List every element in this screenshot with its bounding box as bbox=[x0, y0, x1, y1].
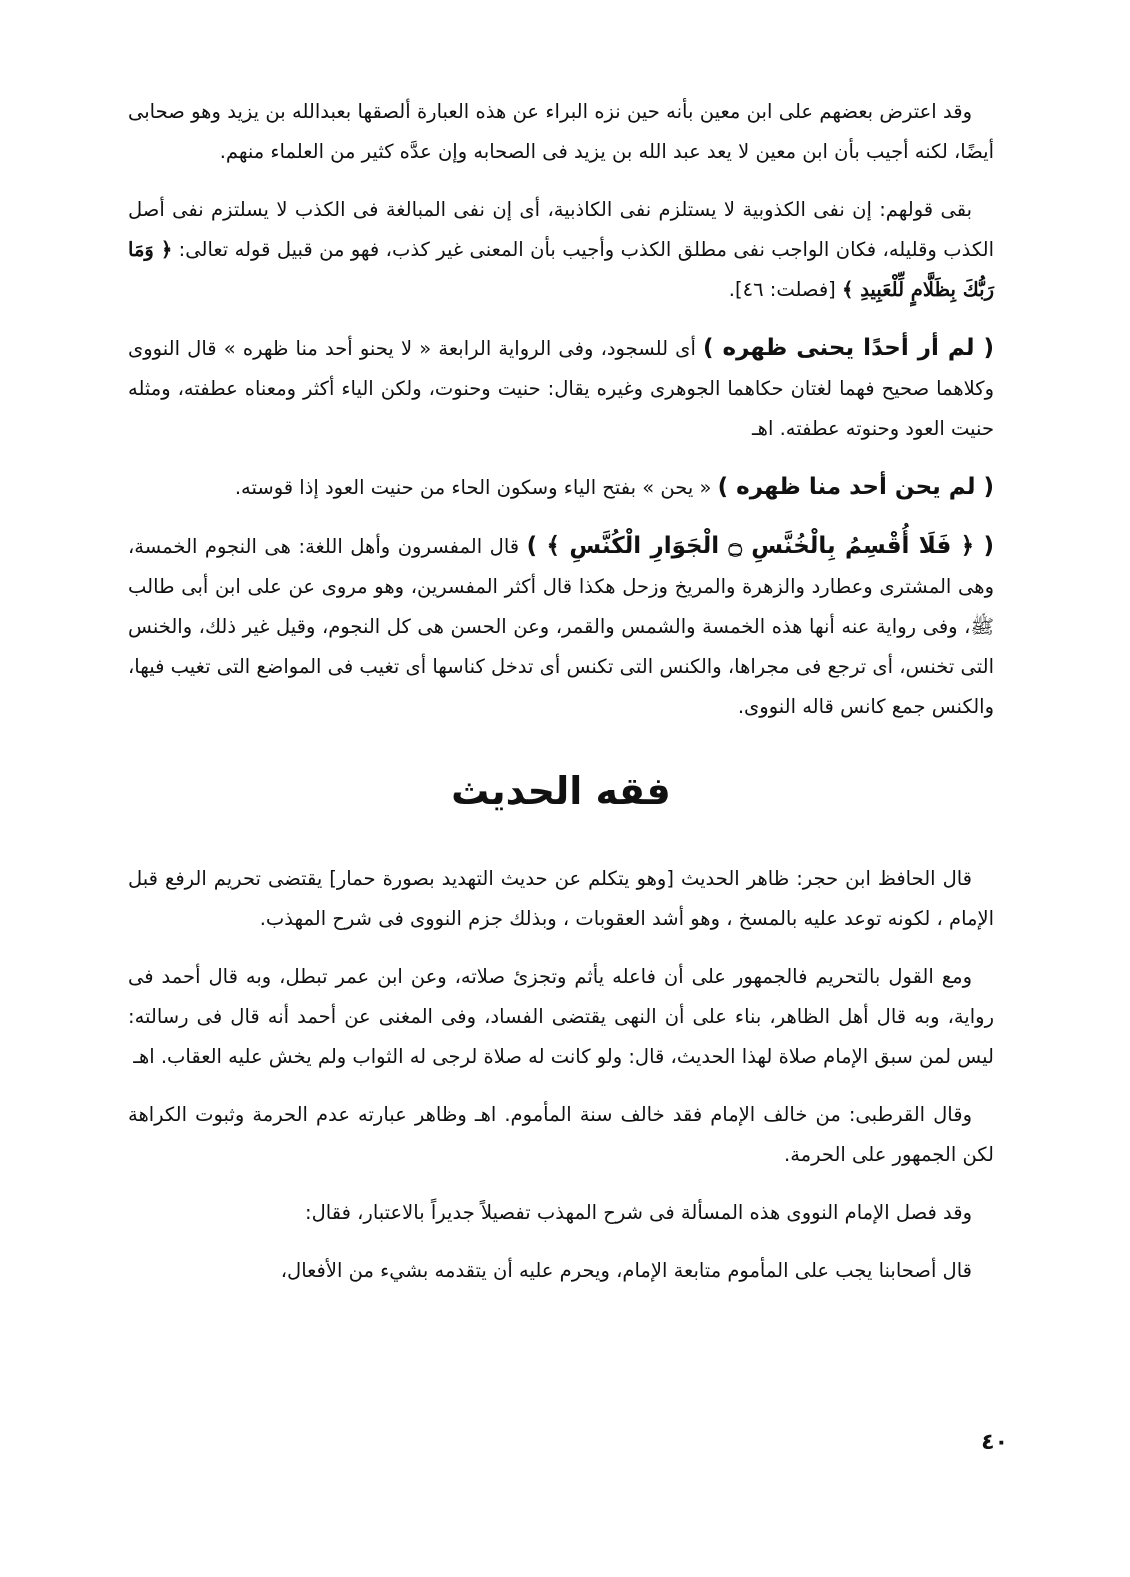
lemma-heading: ( لم يحن أحد منا ظهره ) bbox=[717, 474, 994, 500]
paragraph-4 bbox=[128, 467, 994, 508]
page-number: ٤٠ bbox=[981, 1430, 1008, 1455]
paragraph-7-text: ومع القول بالتحريم فالجمهور على أن فاعله يأثم وتجزئ صلاته، وعن ابن عمر تبطل، وبه قال أحمد فى رواية، وبه قال أهل الظاهر، بناء على أن النهى يقتضى الفساد، وفى المغنى عن أحمد أنه قال فى رسالته: ليس لمن سبق الإمام صلاة لهذا الحديث، قال: ولو كانت له صلاة لرجى له الثواب ولم يخش عليه العقاب. اهـ bbox=[128, 965, 994, 1068]
paragraph-2-text: بقى قولهم: إن نفى الكذوبية لا يستلزم نفى الكاذبية، أى إن نفى المبالغة فى الكذب لا يسلتزم نفى أصل الكذب وقليله، فكان الواجب نفى مطلق الكذب وأجيب بأن المعنى غير كذب، فهو من قبيل قوله تعالى: bbox=[128, 198, 994, 261]
paragraph-3-text: أى للسجود، وفى الرواية الرابعة « لا يحنو أحد منا ظهره » قال النووى وكلاهما صحيح فهما لغتان حكاهما الجوهرى وغيره يقال: حنيت وحنوت، ولكن الياء أكثر ومعناه عطفته، ومثله حنيت العود وحنوته عطفته. اهـ bbox=[128, 337, 994, 440]
paragraph-5 bbox=[128, 526, 994, 727]
paragraph-1 bbox=[128, 92, 994, 172]
paragraph-10 bbox=[128, 1251, 994, 1291]
quran-reference: [فصلت: ٤٦]. bbox=[728, 278, 842, 301]
lemma-heading: ( ﴿ فَلَا أُقْسِمُ بِالْخُنَّسِ ۝ الْجَوَارِ الْكُنَّسِ ﴾ ) bbox=[526, 533, 994, 559]
page-body bbox=[128, 92, 994, 1309]
paragraph-4-text: « يحن » بفتح الياء وسكون الحاء من حنيت العود إذا قوسته. bbox=[234, 476, 718, 499]
paragraph-8-text: وقال القرطبى: من خالف الإمام فقد خالف سنة المأموم. اهـ وظاهر عبارته عدم الحرمة وثبوت الكراهة لكن الجمهور على الحرمة. bbox=[128, 1103, 994, 1166]
paragraph-5-text: قال المفسرون وأهل اللغة: هى النجوم الخمسة، وهى المشترى وعطارد والزهرة والمريخ وزحل هكذا قال أكثر المفسرين، وهو مروى عن على ابن أبى طالب ﷺ، وفى رواية عنه أنها هذه الخمسة والشمس والقمر، وعن الحسن هى كل النجوم، وقيل غير ذلك، والخنس التى تخنس، أى ترجع فى مجراها، والكنس التى تكنس أى تدخل كناسها أى تغيب فى المواضع التى تغيب فيها، والكنس جمع كانس قاله النووى. bbox=[128, 535, 994, 718]
paragraph-3 bbox=[128, 328, 994, 449]
quran-verse: ﴿ وَمَا رَبُّكَ بِظَلَّامٍ لِّلْعَبِيدِ ﴾ bbox=[128, 238, 994, 301]
paragraph-6 bbox=[128, 859, 994, 939]
paragraph-2 bbox=[128, 190, 994, 310]
lemma-heading: ( لم أر أحدًا يحنى ظهره ) bbox=[703, 335, 994, 361]
paragraph-9-text: وقد فصل الإمام النووى هذه المسألة فى شرح المهذب تفصيلاً جديراً بالاعتبار، فقال: bbox=[305, 1201, 972, 1224]
section-heading: فقه الحديث bbox=[451, 769, 671, 813]
paragraph-8 bbox=[128, 1095, 994, 1175]
paragraph-10-text: قال أصحابنا يجب على المأموم متابعة الإمام، ويحرم عليه أن يتقدمه بشيء من الأفعال، bbox=[280, 1259, 972, 1282]
paragraph-9 bbox=[128, 1193, 994, 1233]
paragraph-7 bbox=[128, 957, 994, 1077]
paragraph-6-text: قال الحافظ ابن حجر: ظاهر الحديث [وهو يتكلم عن حديث التهديد بصورة حمار] يقتضى تحريم الرفع قبل الإمام ، لكونه توعد عليه بالمسخ ، وهو أشد العقوبات ، وبذلك جزم النووى فى شرح المهذب. bbox=[128, 867, 994, 930]
paragraph-1-text: وقد اعترض بعضهم على ابن معين بأنه حين نزه البراء عن هذه العبارة ألصقها بعبدالله بن يزيد وهو صحابى أيضًا، لكنه أجيب بأن ابن معين لا يعد عبد الله بن يزيد فى الصحابه وإن عدَّه كثير من العلماء منهم. bbox=[128, 100, 994, 163]
